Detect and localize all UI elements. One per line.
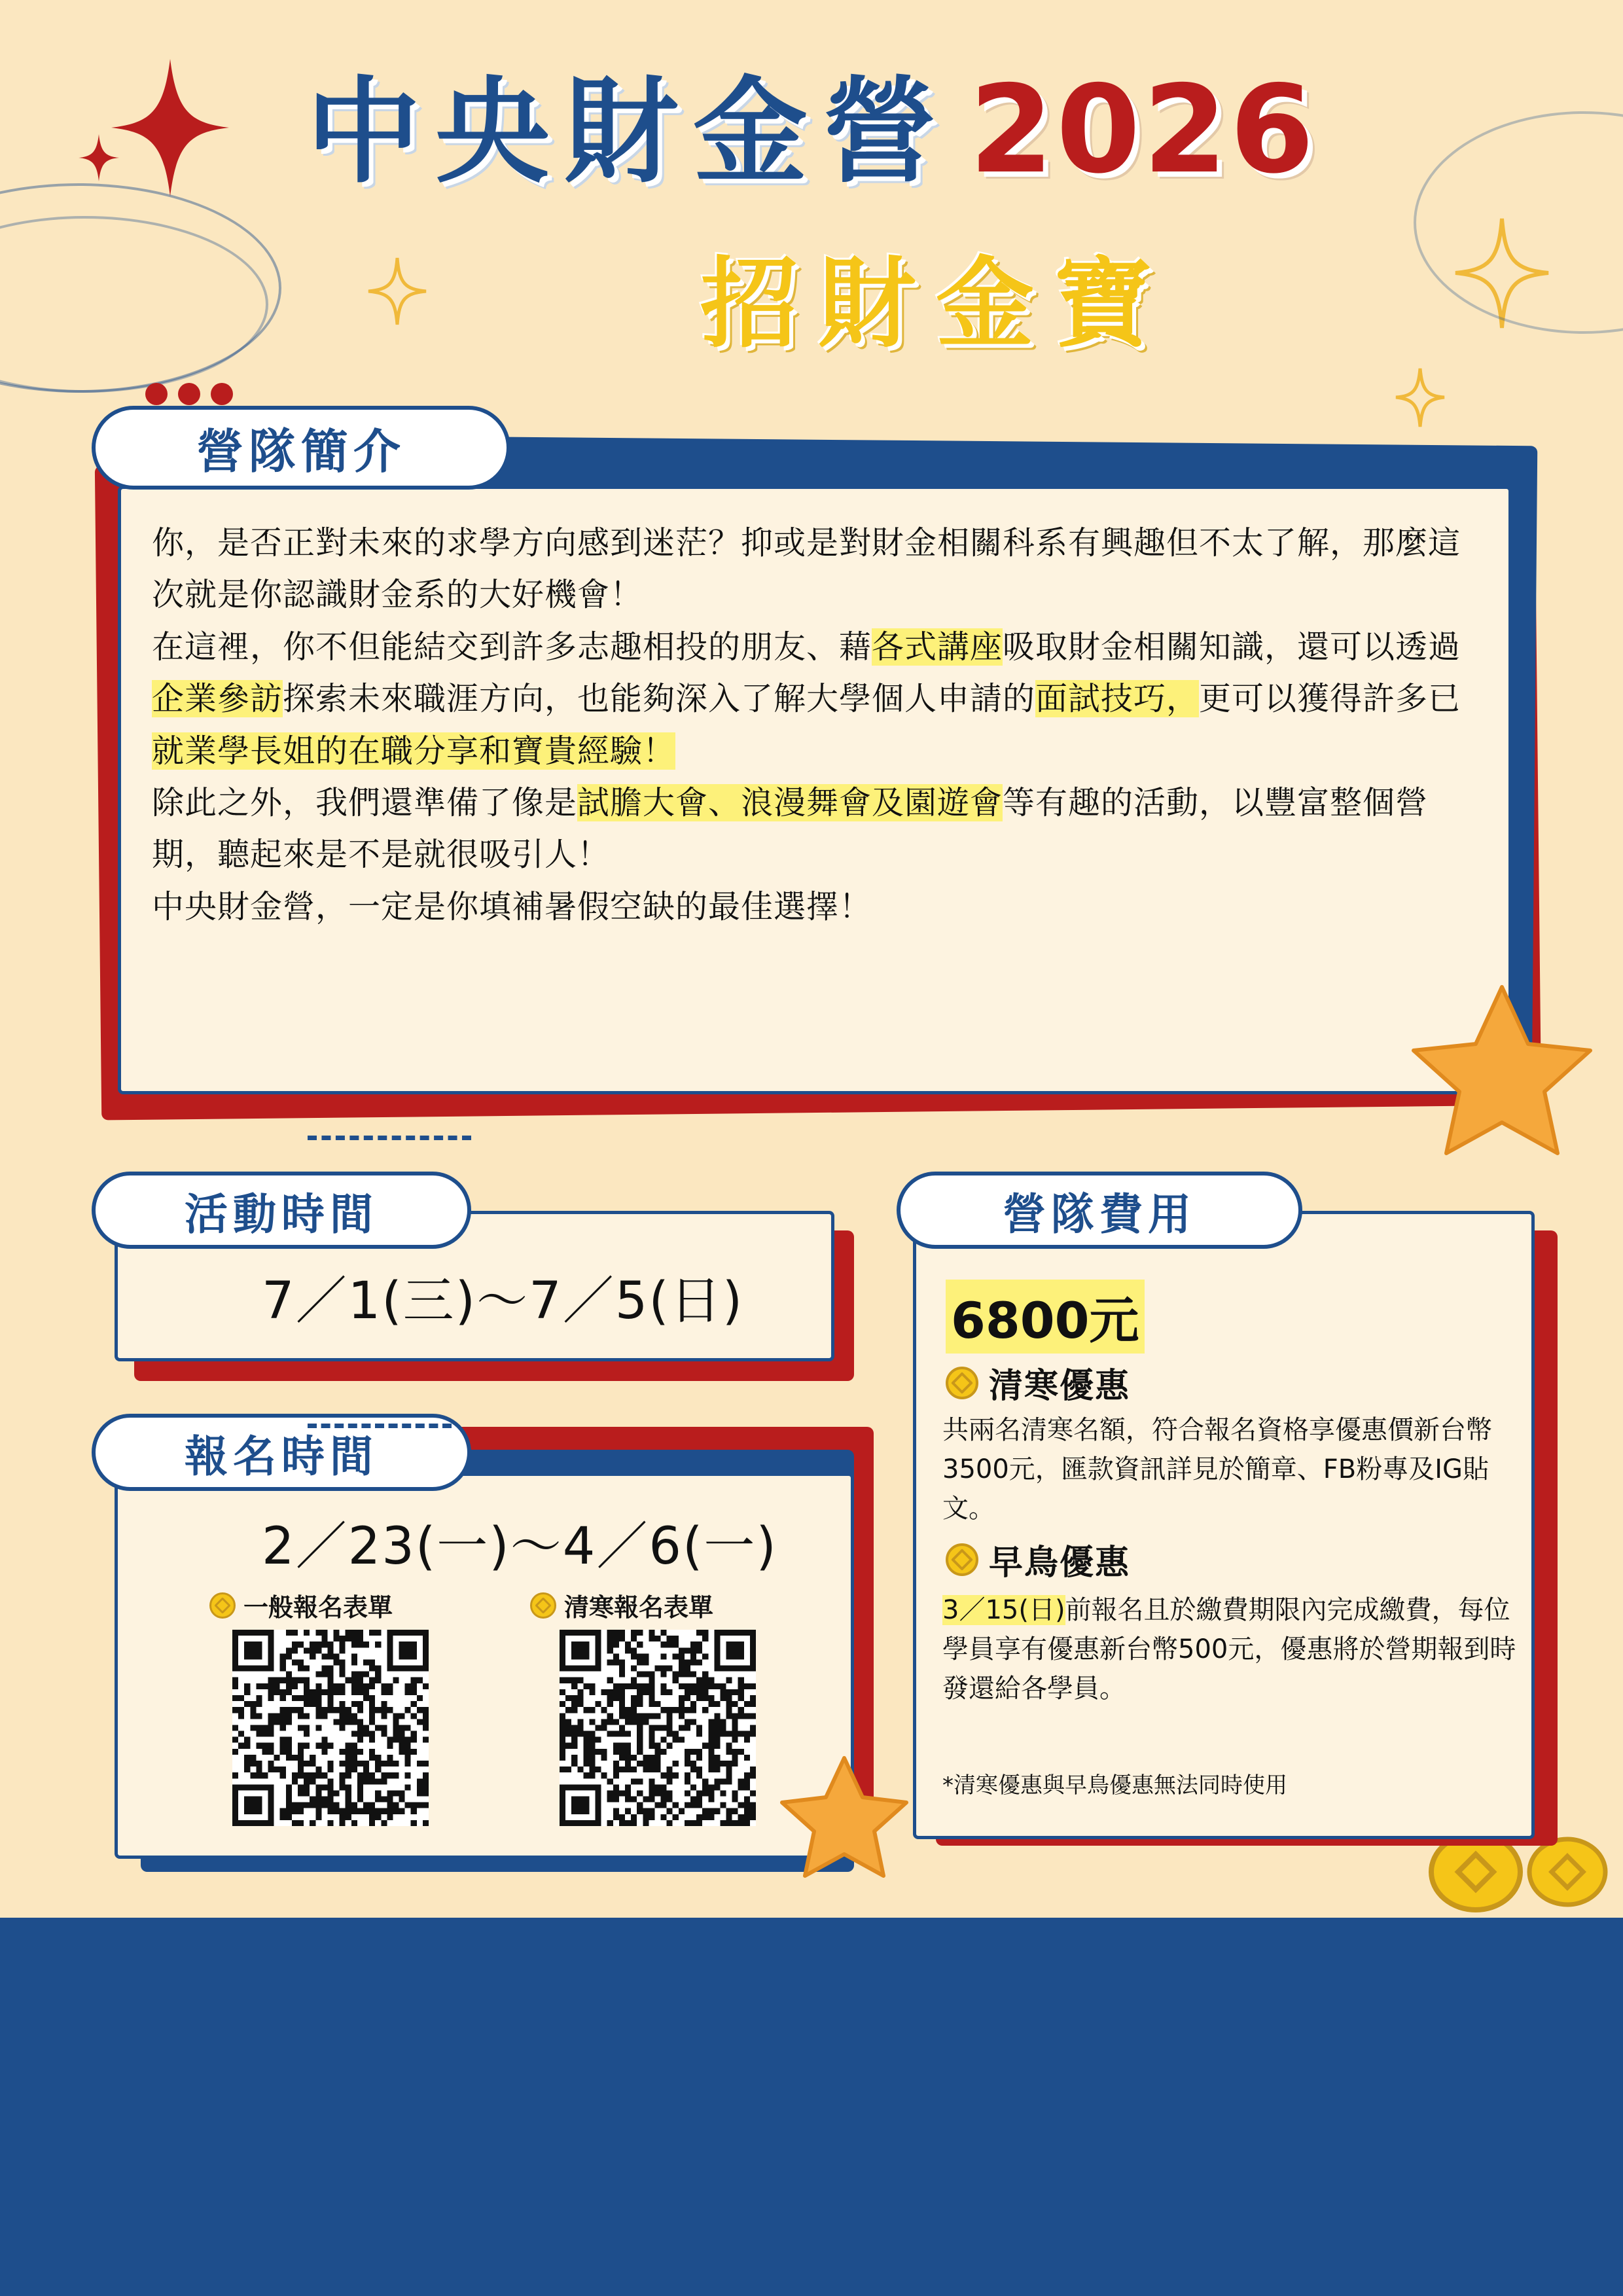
intro-p4: 中央財金營，一定是你填補暑假空缺的最佳選擇！ bbox=[152, 888, 872, 925]
coin-icon-4 bbox=[946, 1543, 978, 1576]
fee-price: 6800元 bbox=[946, 1280, 1145, 1354]
title-block bbox=[0, 59, 1623, 200]
sparkle-outline-icon-3 bbox=[1394, 367, 1446, 429]
qr-code-lowincome-signup[interactable] bbox=[560, 1630, 756, 1826]
section-label-date-text: 活動時間 bbox=[185, 1189, 378, 1240]
qr-code-general-signup[interactable] bbox=[232, 1630, 429, 1826]
discount-body-earlybird: 3／15(日)前報名且於繳費期限內完成繳費，每位學員享有優惠新台幣500元，優惠將於營期報到時發還給各學員。 bbox=[942, 1595, 1516, 1704]
discount-body-lowincome: 共兩名清寒名額，符合報名資格享優惠價新台幣3500元，匯款資訊詳見於簡章、FB粉專及IG貼文。 bbox=[942, 1415, 1492, 1524]
coin-icon-2 bbox=[530, 1592, 556, 1619]
title-year: 2026 bbox=[969, 59, 1317, 200]
event-date-value: 7／1(三)～7／5(日) bbox=[262, 1272, 744, 1331]
discount-title-lowincome: 清寒優惠 bbox=[946, 1358, 1130, 1407]
page-title: 中央財金營 bbox=[306, 66, 952, 199]
section-label-fee-text: 營隊費用 bbox=[1003, 1189, 1196, 1240]
coin-icon-3 bbox=[946, 1367, 978, 1399]
page-subtitle: 招財金寶 bbox=[700, 247, 1171, 361]
discount-title-earlybird: 早鳥優惠 bbox=[946, 1535, 1130, 1584]
fee-footnote: *清寒優惠與早鳥優惠無法同時使用 bbox=[942, 1772, 1287, 1799]
subtitle-block bbox=[0, 247, 1623, 361]
section-label-date bbox=[92, 1172, 471, 1249]
intro-p2: 在這裡，你不但能結交到許多志趣相投的朋友、藉各式講座吸取財金相關知識，還可以透過企業參訪探索未來職涯方向，也能夠深入了解大學個人申請的面試技巧，更可以獲得許多已就業學長姐的在職分享和寶貴經驗！ bbox=[152, 628, 1461, 770]
decor-dash-2 bbox=[308, 1424, 452, 1428]
signup-date-value: 2／23(一)～4／6(一) bbox=[262, 1517, 777, 1576]
footer-bar bbox=[0, 1918, 1623, 2296]
coin-icon bbox=[209, 1592, 236, 1619]
intro-paragraphs bbox=[152, 517, 1480, 933]
decor-dots bbox=[145, 383, 233, 405]
decor-dash bbox=[308, 1136, 471, 1140]
intro-p3: 除此之外，我們還準備了像是試膽大會、浪漫舞會及園遊會等有趣的活動，以豐富整個營期，聽起來是不是就很吸引人！ bbox=[152, 783, 1429, 874]
section-label-intro bbox=[92, 406, 510, 490]
qr-label-lowincome: 清寒報名表單 bbox=[530, 1587, 713, 1623]
qr-label-general: 一般報名表單 bbox=[209, 1587, 393, 1623]
intro-p1: 你，是否正對未來的求學方向感到迷茫？抑或是對財金相關科系有興趣但不太了解，那麼這次就是你認識財金系的大好機會！ bbox=[152, 524, 1461, 614]
section-label-signup-text: 報名時間 bbox=[185, 1431, 378, 1482]
section-label-fee bbox=[897, 1172, 1302, 1249]
section-label-intro-text: 營隊簡介 bbox=[196, 424, 406, 479]
